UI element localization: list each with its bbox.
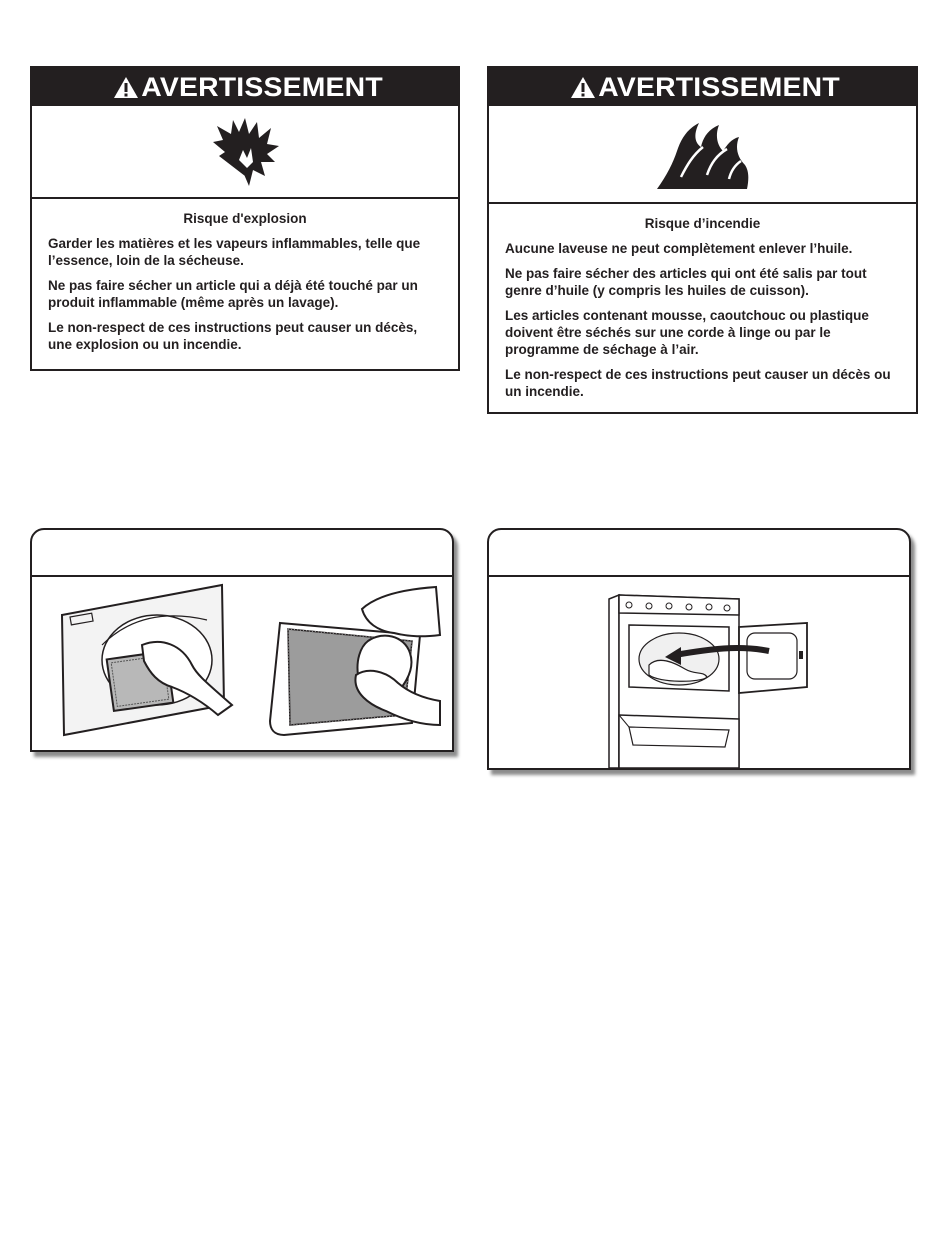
hazard-icon-area (32, 106, 458, 199)
lint-screen-illustration (32, 575, 452, 750)
warning-body (32, 199, 458, 371)
warning-paragraph: Les articles contenant mousse, caoutchouc ou plastique doivent être séchés sur une corde à linge ou par le programme de séchage à l’air. (505, 308, 869, 357)
warning-box-fire (487, 66, 918, 414)
warning-paragraph: Garder les matières et les vapeurs inflammables, telle que l’essence, loin de la sécheuse. (48, 236, 421, 268)
warning-title: AVERTISSEMENT (141, 71, 383, 102)
risk-heading: Risque d’incendie (644, 216, 761, 231)
warning-body (489, 204, 916, 418)
warning-title: AVERTISSEMENT (598, 71, 841, 102)
figure-caption (32, 530, 452, 577)
warning-triangle-icon (570, 76, 596, 99)
warning-paragraph: Ne pas faire sécher un article qui a déjà été touché par un produit inflammable (même après un lavage). (48, 278, 418, 310)
hazard-icon-area (489, 106, 916, 204)
warning-paragraph: Le non-respect de ces instructions peut causer un décès, une explosion ou un incendie. (48, 320, 418, 352)
warning-header (32, 68, 458, 106)
dryer-loading-figure (487, 528, 911, 770)
warning-header (489, 68, 916, 106)
warning-triangle-icon (113, 76, 139, 99)
warning-paragraph: Le non-respect de ces instructions peut causer un décès ou un incendie. (505, 367, 891, 399)
warning-paragraph: Ne pas faire sécher des articles qui ont été salis par tout genre d’huile (y compris les huiles de cuisson). (505, 266, 867, 298)
warning-box-explosion (30, 66, 460, 371)
warning-paragraph: Aucune laveuse ne peut complètement enlever l’huile. (505, 241, 853, 256)
fire-icon (653, 117, 753, 191)
dryer-illustration (489, 575, 909, 768)
explosion-icon (209, 116, 281, 188)
figure-caption (489, 530, 909, 577)
lint-screen-cleaning-figure (30, 528, 454, 752)
risk-heading: Risque d'explosion (183, 211, 307, 226)
